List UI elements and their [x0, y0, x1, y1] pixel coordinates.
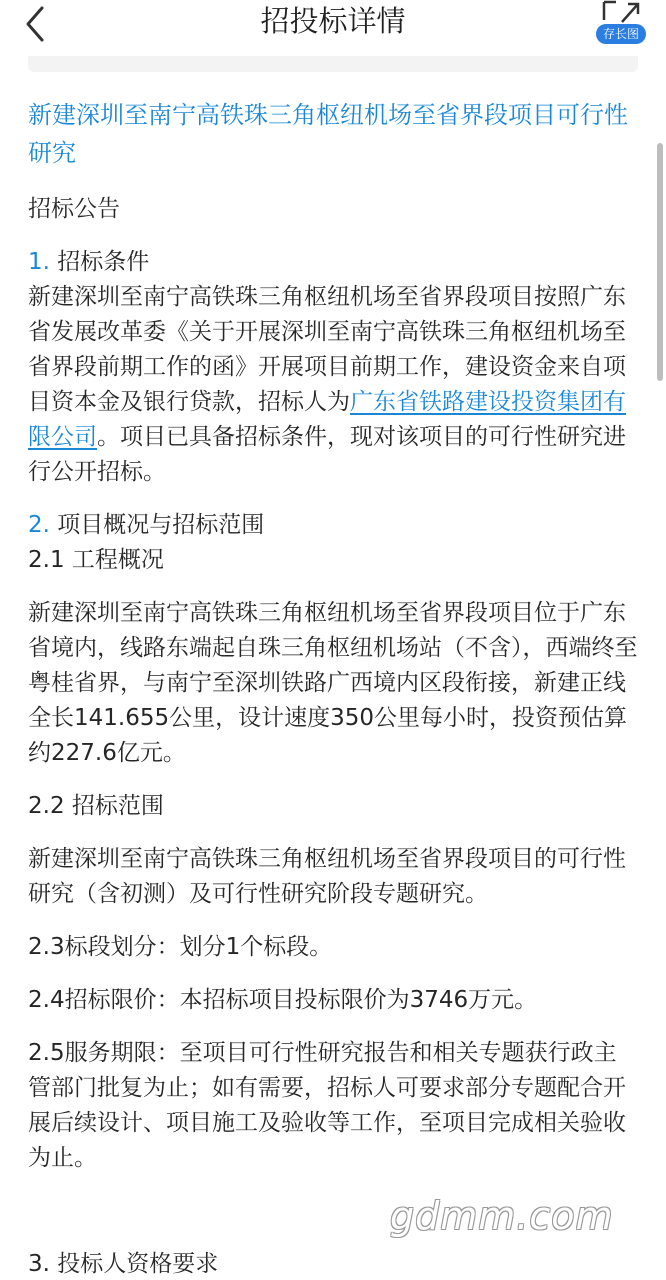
- section-2-1-heading: 2.1 工程概况: [28, 547, 164, 573]
- tenderer-link[interactable]: 广东省铁路建设投资集团有限公司: [28, 389, 626, 450]
- save-long-image-button[interactable]: [596, 0, 650, 46]
- section-2-heading: [28, 508, 638, 543]
- section-2-1-body: 新建深圳至南宁高铁珠三角枢纽机场至省界段项目位于广东省境内，线路东端起自珠三角枢纽机场站（不含），西端终至粤桂省界，与南宁至深圳铁路广西境内区段衔接，新建正线全长141.655公里，设计速度350公里每小时，投资预估算约227.6亿元。: [28, 600, 638, 766]
- notice-heading: 招标公告: [28, 196, 120, 222]
- section-1-text-end: 。项目已具备招标条件，现对该项目的可行性研究进行公开招标。: [28, 424, 626, 485]
- section-2-2-heading: 2.2 招标范围: [28, 793, 164, 819]
- section-3-heading-partial: 3. 投标人资格要求: [28, 1251, 219, 1277]
- share-export-icon: [596, 0, 650, 26]
- scrollbar[interactable]: [657, 143, 663, 381]
- section-1-text: 新建深圳至南宁高铁珠三角枢纽机场至省界段项目按照广东省发展改革委《关于开展深圳至南宁高铁珠三角枢纽机场至省界段前期工作的函》开展项目前期工作，建设资金来自项目资本金及银行贷款，招标人为: [28, 284, 626, 415]
- section-1-number: 1.: [28, 249, 50, 275]
- article-content: [28, 96, 638, 1176]
- section-2-3: 2.3标段划分：划分1个标段。: [28, 934, 333, 960]
- section-2-5: 2.5服务期限：至项目可行性研究报告和相关专题获行政主管部门批复为止；如有需要，招标人可要求部分专题配合开展后续设计、项目施工及验收等工作，至项目完成相关验收为止。: [28, 1040, 626, 1171]
- section-1-body: [28, 280, 638, 490]
- page-title: 招投标详情: [260, 4, 406, 38]
- section-2-4: 2.4招标限价：本招标项目投标限价为3746万元。: [28, 987, 538, 1013]
- section-2-number: 2.: [28, 512, 50, 538]
- save-long-image-label: 存长图: [596, 24, 646, 44]
- project-title: 新建深圳至南宁高铁珠三角枢纽机场至省界段项目可行性研究: [28, 101, 628, 167]
- section-1-heading: [28, 245, 638, 280]
- section-1-title: 招标条件: [57, 249, 150, 275]
- top-navigation-bar: [0, 0, 666, 56]
- section-2-title: 项目概况与招标范围: [57, 512, 265, 538]
- section-2-2-body: 新建深圳至南宁高铁珠三角枢纽机场至省界段项目的可行性研究（含初测）及可行性研究阶段专题研究。: [28, 846, 626, 907]
- site-watermark: gdmm.com: [390, 1194, 614, 1238]
- top-gray-strip: [28, 56, 638, 72]
